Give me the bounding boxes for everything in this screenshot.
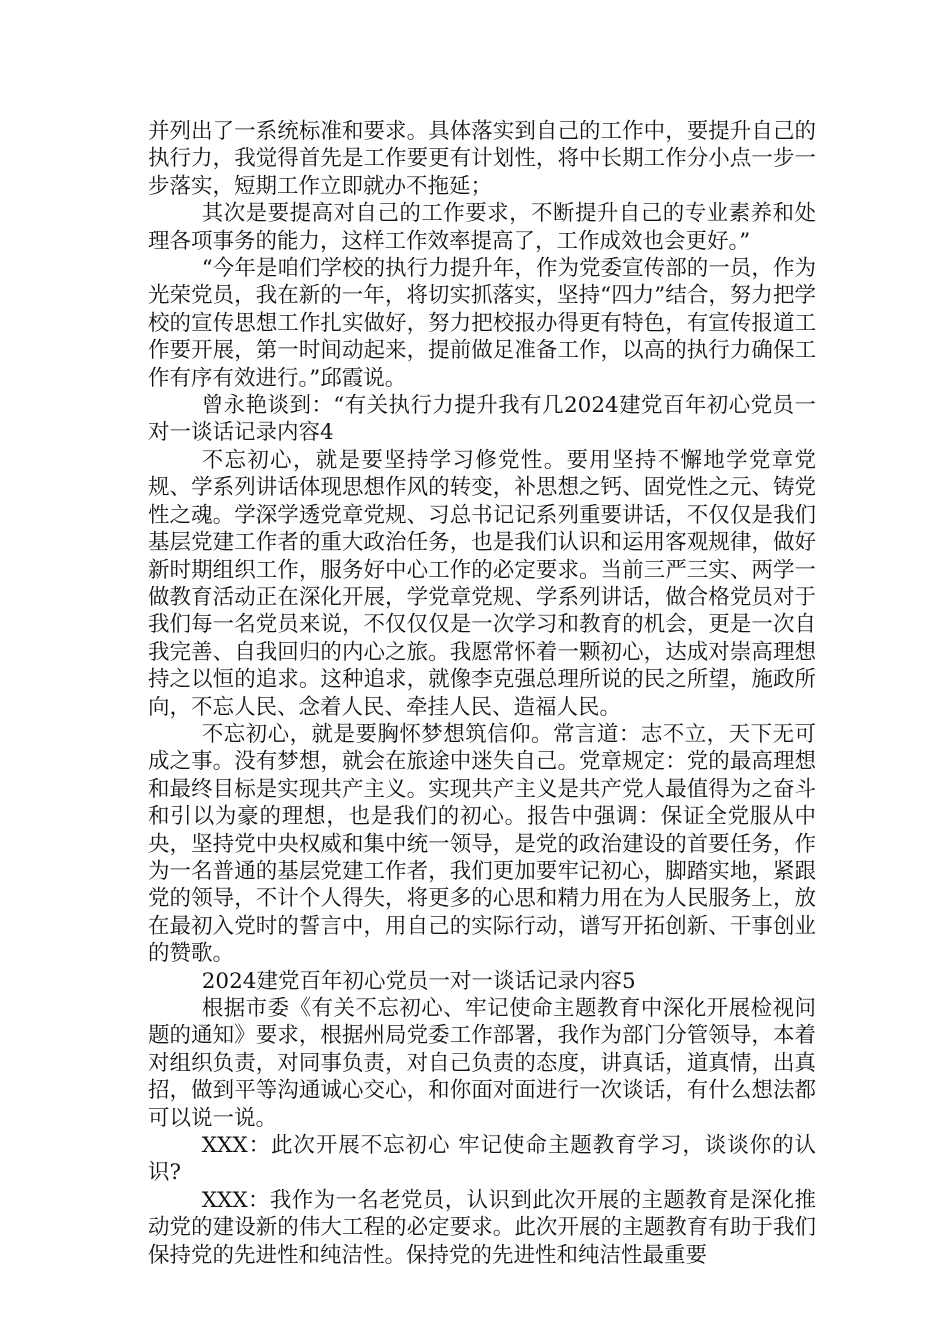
paragraph-2: 其次是要提高对自己的工作要求，不断提升自己的专业素养和处理各项事务的能力，这样工作效率提高了，工作成效也会更好。”	[148, 201, 816, 254]
paragraph-5: 不忘初心，就是要坚持学习修党性。要用坚持不懈地学党章党规、学系列讲话体现思想作风的转变，补思想之钙、固党性之元、铸党性之魂。学深学透党章党规、习总书记记系列重要讲话，不仅仅是我们基层党建工作者的重大政治任务，也是我们认识和运用客观规律，做好新时期组织工作，服务好中心工作的必定要求。当前三严三实、两学一做教育活动正在深化开展，学党章党规、学系列讲话，做合格党员对于我们每一名党员来说，不仅仅仅是一次学习和教育的机会，更是一次自我完善、自我回归的内心之旅。我愿常怀着一颗初心，达成对崇高理想持之以恒的追求。这种追求，就像李克强总理所说的民之所望，施政所向，不忘人民、念着人民、牵挂人民、造福人民。	[148, 447, 816, 720]
section-heading-5: 2024建党百年初心党员一对一谈话记录内容5	[201, 968, 636, 994]
paragraph-4: 曾永艳谈到：“有关执行力提升我有几2024建党百年初心党员一对一谈话记录内容4	[148, 393, 816, 446]
document-body	[148, 118, 816, 1269]
paragraph-8: XXX：此次开展不忘初心 牢记使命主题教育学习，谈谈你的认识?	[148, 1133, 816, 1186]
paragraph-6: 不忘初心，就是要胸怀梦想筑信仰。常言道：志不立，天下无可成之事。没有梦想，就会在旅途中迷失自己。党章规定：党的最高理想和最终目标是实现共产主义。实现共产主义是共产党人最值得为之奋斗和引以为豪的理想，也是我们的初心。报告中强调：保证全党服从中央，坚持党中央权威和集中统一领导，是党的政治建设的首要任务，作为一名普通的基层党建工作者，我们更加要牢记初心，脚踏实地，紧跟党的领导，不计个人得失，将更多的心思和精力用在为人民服务上，放在最初入党时的誓言中，用自己的实际行动，谱写开拓创新、干事创业的赞歌。	[148, 721, 816, 967]
paragraph-1: 并列出了一系统标准和要求。具体落实到自己的工作中，要提升自己的执行力，我觉得首先是工作要更有计划性，将中长期工作分小点一步一步落实，短期工作立即就办不拖延；	[148, 119, 816, 199]
paragraph-3: “今年是咱们学校的执行力提升年，作为党委宣传部的一员，作为光荣党员，我在新的一年，将切实抓落实，坚持“四力”结合，努力把学校的宣传思想工作扎实做好，努力把校报办得更有特色，有宣传报道工作要开展，第一时间动起来，提前做足准备工作，以高的执行力确保工作有序有效进行。”邱霞说。	[148, 256, 816, 391]
paragraph-7: 根据市委《有关不忘初心、牢记使命主题教育中深化开展检视问题的通知》要求，根据州局党委工作部署，我作为部门分管领导，本着对组织负责，对同事负责，对自己负责的态度，讲真话，道真情，出真招，做到平等沟通诚心交心，和你面对面进行一次谈话，有什么想法都可以说一说。	[148, 996, 816, 1131]
paragraph-9: XXX：我作为一名老党员，认识到此次开展的主题教育是深化推动党的建设新的伟大工程的必定要求。此次开展的主题教育有助于我们保持党的先进性和纯洁性。保持党的先进性和纯洁性最重要	[148, 1187, 816, 1268]
